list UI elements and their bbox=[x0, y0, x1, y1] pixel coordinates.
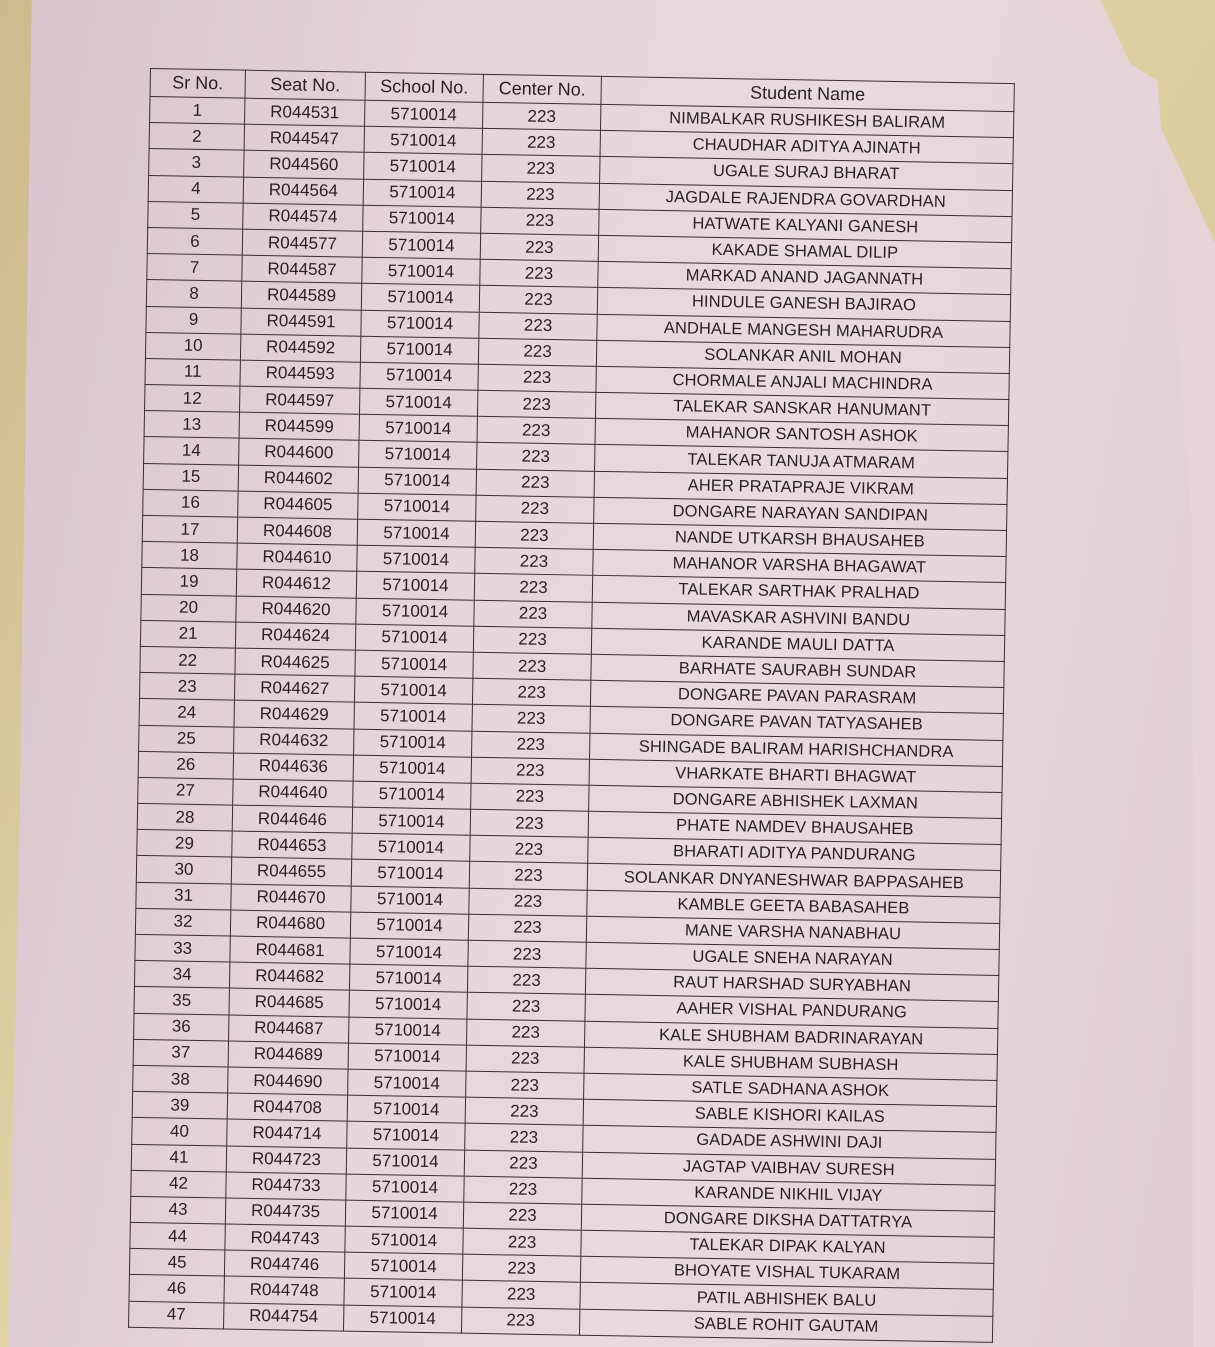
cell-center-no: 223 bbox=[470, 809, 588, 837]
header-sr-no: Sr No. bbox=[150, 69, 245, 99]
cell-sr-no: 9 bbox=[146, 306, 241, 334]
cell-sr-no: 3 bbox=[149, 149, 244, 177]
cell-sr-no: 22 bbox=[140, 646, 235, 674]
cell-student-name: SABLE KISHORI KAILAS bbox=[583, 1099, 996, 1132]
cell-student-name: BHOYATE VISHAL TUKARAM bbox=[580, 1256, 993, 1289]
cell-center-no: 223 bbox=[472, 705, 590, 733]
cell-center-no: 223 bbox=[466, 1071, 584, 1099]
cell-seat-no: R044743 bbox=[225, 1224, 345, 1252]
cell-student-name: SABLE ROHIT GAUTAM bbox=[579, 1309, 992, 1342]
cell-school-no: 5710014 bbox=[361, 284, 479, 312]
cell-student-name: BARHATE SAURABH SUNDAR bbox=[591, 654, 1004, 687]
cell-center-no: 223 bbox=[481, 181, 599, 209]
cell-seat-no: R044599 bbox=[239, 412, 359, 440]
cell-school-no: 5710014 bbox=[364, 153, 482, 181]
cell-school-no: 5710014 bbox=[345, 1226, 463, 1254]
header-seat-no: Seat No. bbox=[245, 70, 365, 100]
cell-student-name: KARANDE MAULI DATTA bbox=[591, 628, 1004, 661]
cell-school-no: 5710014 bbox=[359, 414, 477, 442]
header-student-name: Student Name bbox=[601, 76, 1014, 111]
cell-sr-no: 23 bbox=[139, 673, 234, 701]
cell-seat-no: R044605 bbox=[238, 491, 358, 519]
cell-center-no: 223 bbox=[468, 940, 586, 968]
cell-student-name: MAVASKAR ASHVINI BANDU bbox=[592, 602, 1005, 635]
cell-center-no: 223 bbox=[473, 626, 591, 654]
cell-student-name: SATLE SADHANA ASHOK bbox=[584, 1073, 997, 1106]
cell-sr-no: 40 bbox=[132, 1118, 227, 1146]
cell-center-no: 223 bbox=[481, 207, 599, 235]
cell-sr-no: 32 bbox=[135, 908, 230, 936]
cell-student-name: NANDE UTKARSH BHAUSAHEB bbox=[593, 523, 1006, 556]
cell-center-no: 223 bbox=[477, 443, 595, 471]
cell-student-name: PATIL ABHISHEK BALU bbox=[580, 1283, 993, 1316]
student-list-table bbox=[128, 68, 1015, 1343]
cell-center-no: 223 bbox=[477, 417, 595, 445]
cell-school-no: 5710014 bbox=[349, 964, 467, 992]
cell-sr-no: 20 bbox=[141, 594, 236, 622]
cell-seat-no: R044612 bbox=[236, 569, 356, 597]
cell-center-no: 223 bbox=[482, 128, 600, 156]
cell-student-name: TALEKAR SARTHAK PRALHAD bbox=[592, 576, 1005, 609]
cell-seat-no: R044655 bbox=[231, 857, 351, 885]
cell-sr-no: 24 bbox=[139, 699, 234, 727]
cell-student-name: SHINGADE BALIRAM HARISHCHANDRA bbox=[590, 733, 1003, 766]
cell-center-no: 223 bbox=[474, 574, 592, 602]
cell-center-no: 223 bbox=[472, 678, 590, 706]
cell-student-name: SOLANKAR ANIL MOHAN bbox=[596, 340, 1009, 373]
cell-seat-no: R044640 bbox=[233, 779, 353, 807]
cell-center-no: 223 bbox=[469, 862, 587, 890]
cell-seat-no: R044748 bbox=[224, 1276, 344, 1304]
cell-center-no: 223 bbox=[463, 1202, 581, 1230]
header-center-no: Center No. bbox=[483, 74, 601, 104]
cell-center-no: 223 bbox=[465, 1097, 583, 1125]
cell-sr-no: 31 bbox=[136, 882, 231, 910]
cell-seat-no: R044733 bbox=[226, 1172, 346, 1200]
cell-school-no: 5710014 bbox=[354, 676, 472, 704]
cell-seat-no: R044670 bbox=[231, 884, 351, 912]
cell-student-name: DONGARE PAVAN PARASRAM bbox=[590, 680, 1003, 713]
cell-student-name: AAHER VISHAL PANDURANG bbox=[585, 995, 998, 1028]
cell-student-name: KALE SHUBHAM BADRINARAYAN bbox=[584, 1021, 997, 1054]
cell-school-no: 5710014 bbox=[344, 1279, 462, 1307]
cell-school-no: 5710014 bbox=[346, 1148, 464, 1176]
cell-student-name: MAHANOR SANTOSH ASHOK bbox=[595, 419, 1008, 452]
cell-school-no: 5710014 bbox=[365, 100, 483, 128]
cell-student-name: CHAUDHAR ADITYA AJINATH bbox=[600, 131, 1013, 164]
cell-seat-no: R044708 bbox=[227, 1093, 347, 1121]
cell-seat-no: R044714 bbox=[227, 1119, 347, 1147]
cell-student-name: DONGARE DIKSHA DATTATRYA bbox=[581, 1204, 994, 1237]
cell-school-no: 5710014 bbox=[354, 729, 472, 757]
cell-seat-no: R044632 bbox=[234, 727, 354, 755]
cell-center-no: 223 bbox=[479, 312, 597, 340]
cell-student-name: HATWATE KALYANI GANESH bbox=[599, 209, 1012, 242]
cell-seat-no: R044680 bbox=[230, 910, 350, 938]
cell-student-name: SOLANKAR DNYANESHWAR BAPPASAHEB bbox=[587, 864, 1000, 897]
cell-sr-no: 39 bbox=[132, 1091, 227, 1119]
cell-seat-no: R044591 bbox=[241, 308, 361, 336]
cell-sr-no: 37 bbox=[133, 1039, 228, 1067]
header-school-no: School No. bbox=[365, 72, 483, 102]
cell-seat-no: R044735 bbox=[225, 1198, 345, 1226]
cell-sr-no: 36 bbox=[134, 1013, 229, 1041]
cell-sr-no: 21 bbox=[140, 620, 235, 648]
cell-student-name: DONGARE PAVAN TATYASAHEB bbox=[590, 707, 1003, 740]
cell-student-name: KALE SHUBHAM SUBHASH bbox=[584, 1047, 997, 1080]
cell-center-no: 223 bbox=[477, 390, 595, 418]
cell-sr-no: 43 bbox=[130, 1196, 225, 1224]
cell-student-name: TALEKAR DIPAK KALYAN bbox=[581, 1230, 994, 1263]
cell-seat-no: R044682 bbox=[229, 962, 349, 990]
cell-center-no: 223 bbox=[476, 495, 594, 523]
cell-seat-no: R044547 bbox=[244, 124, 364, 152]
cell-school-no: 5710014 bbox=[358, 493, 476, 521]
cell-center-no: 223 bbox=[466, 1019, 584, 1047]
cell-center-no: 223 bbox=[474, 600, 592, 628]
cell-center-no: 223 bbox=[464, 1150, 582, 1178]
cell-sr-no: 28 bbox=[137, 803, 232, 831]
cell-school-no: 5710014 bbox=[347, 1095, 465, 1123]
cell-student-name: KARANDE NIKHIL VIJAY bbox=[582, 1178, 995, 1211]
cell-sr-no: 12 bbox=[145, 385, 240, 413]
cell-school-no: 5710014 bbox=[345, 1200, 463, 1228]
cell-school-no: 5710014 bbox=[358, 467, 476, 495]
cell-center-no: 223 bbox=[467, 993, 585, 1021]
cell-school-no: 5710014 bbox=[361, 310, 479, 338]
cell-student-name: VHARKATE BHARTI BHAGWAT bbox=[589, 759, 1002, 792]
student-list-table-container bbox=[128, 68, 1014, 1343]
cell-center-no: 223 bbox=[461, 1307, 579, 1335]
cell-school-no: 5710014 bbox=[350, 938, 468, 966]
cell-school-no: 5710014 bbox=[351, 860, 469, 888]
cell-school-no: 5710014 bbox=[359, 441, 477, 469]
cell-student-name: MANE VARSHA NANABHAU bbox=[586, 916, 999, 949]
cell-center-no: 223 bbox=[482, 155, 600, 183]
cell-student-name: AHER PRATAPRAJE VIKRAM bbox=[594, 471, 1007, 504]
cell-school-no: 5710014 bbox=[348, 1069, 466, 1097]
cell-school-no: 5710014 bbox=[355, 624, 473, 652]
cell-sr-no: 46 bbox=[129, 1275, 224, 1303]
cell-sr-no: 27 bbox=[138, 777, 233, 805]
cell-sr-no: 38 bbox=[133, 1065, 228, 1093]
table-body bbox=[129, 97, 1014, 1343]
cell-seat-no: R044689 bbox=[228, 1041, 348, 1069]
cell-seat-no: R044646 bbox=[232, 805, 352, 833]
cell-student-name: JAGTAP VAIBHAV SURESH bbox=[582, 1152, 995, 1185]
cell-center-no: 223 bbox=[464, 1176, 582, 1204]
cell-sr-no: 25 bbox=[139, 725, 234, 753]
cell-seat-no: R044597 bbox=[240, 386, 360, 414]
cell-sr-no: 17 bbox=[142, 515, 237, 543]
cell-center-no: 223 bbox=[482, 102, 600, 130]
cell-school-no: 5710014 bbox=[357, 519, 475, 547]
cell-seat-no: R044746 bbox=[224, 1250, 344, 1278]
cell-student-name: HINDULE GANESH BAJIRAO bbox=[597, 288, 1010, 321]
cell-school-no: 5710014 bbox=[364, 126, 482, 154]
cell-school-no: 5710014 bbox=[352, 833, 470, 861]
cell-seat-no: R044610 bbox=[237, 543, 357, 571]
cell-school-no: 5710014 bbox=[352, 807, 470, 835]
cell-seat-no: R044620 bbox=[236, 596, 356, 624]
cell-seat-no: R044685 bbox=[229, 988, 349, 1016]
cell-seat-no: R044681 bbox=[230, 936, 350, 964]
cell-center-no: 223 bbox=[462, 1281, 580, 1309]
cell-sr-no: 2 bbox=[149, 123, 244, 151]
cell-student-name: BHARATI ADITYA PANDURANG bbox=[588, 838, 1001, 871]
cell-center-no: 223 bbox=[462, 1254, 580, 1282]
cell-student-name: TALEKAR SANSKAR HANUMANT bbox=[595, 392, 1008, 425]
cell-seat-no: R044564 bbox=[243, 177, 363, 205]
cell-center-no: 223 bbox=[475, 521, 593, 549]
cell-seat-no: R044687 bbox=[229, 1015, 349, 1043]
cell-school-no: 5710014 bbox=[357, 545, 475, 573]
cell-seat-no: R044560 bbox=[244, 151, 364, 179]
cell-center-no: 223 bbox=[468, 914, 586, 942]
cell-seat-no: R044602 bbox=[238, 465, 358, 493]
cell-sr-no: 45 bbox=[129, 1249, 224, 1277]
cell-school-no: 5710014 bbox=[360, 336, 478, 364]
cell-center-no: 223 bbox=[466, 1045, 584, 1073]
cell-student-name: CHORMALE ANJALI MACHINDRA bbox=[596, 366, 1009, 399]
cell-center-no: 223 bbox=[480, 259, 598, 287]
cell-sr-no: 35 bbox=[134, 987, 229, 1015]
cell-student-name: DONGARE NARAYAN SANDIPAN bbox=[594, 497, 1007, 530]
cell-center-no: 223 bbox=[463, 1228, 581, 1256]
cell-sr-no: 16 bbox=[143, 489, 238, 517]
cell-school-no: 5710014 bbox=[356, 572, 474, 600]
cell-student-name: DONGARE ABHISHEK LAXMAN bbox=[589, 785, 1002, 818]
cell-center-no: 223 bbox=[473, 652, 591, 680]
cell-school-no: 5710014 bbox=[350, 912, 468, 940]
cell-school-no: 5710014 bbox=[344, 1252, 462, 1280]
cell-student-name: PHATE NAMDEV BHAUSAHEB bbox=[588, 811, 1001, 844]
cell-school-no: 5710014 bbox=[349, 990, 467, 1018]
cell-student-name: GADADE ASHWINI DAJI bbox=[583, 1126, 996, 1159]
cell-sr-no: 33 bbox=[135, 934, 230, 962]
cell-student-name: UGALE SNEHA NARAYAN bbox=[586, 942, 999, 975]
cell-seat-no: R044723 bbox=[226, 1146, 346, 1174]
cell-center-no: 223 bbox=[475, 547, 593, 575]
cell-school-no: 5710014 bbox=[348, 1043, 466, 1071]
cell-seat-no: R044593 bbox=[240, 360, 360, 388]
cell-student-name: JAGDALE RAJENDRA GOVARDHAN bbox=[599, 183, 1012, 216]
cell-school-no: 5710014 bbox=[349, 1017, 467, 1045]
cell-school-no: 5710014 bbox=[346, 1174, 464, 1202]
cell-school-no: 5710014 bbox=[362, 257, 480, 285]
cell-sr-no: 44 bbox=[130, 1222, 225, 1250]
cell-student-name: MAHANOR VARSHA BHAGAWAT bbox=[593, 549, 1006, 582]
cell-school-no: 5710014 bbox=[355, 650, 473, 678]
cell-seat-no: R044531 bbox=[245, 98, 365, 126]
cell-seat-no: R044653 bbox=[232, 831, 352, 859]
cell-seat-no: R044636 bbox=[233, 753, 353, 781]
cell-seat-no: R044627 bbox=[234, 674, 354, 702]
cell-seat-no: R044624 bbox=[235, 622, 355, 650]
cell-sr-no: 11 bbox=[145, 358, 240, 386]
cell-sr-no: 18 bbox=[142, 542, 237, 570]
cell-sr-no: 47 bbox=[129, 1301, 224, 1329]
cell-school-no: 5710014 bbox=[343, 1305, 461, 1333]
cell-sr-no: 1 bbox=[150, 97, 245, 125]
cell-sr-no: 15 bbox=[143, 463, 238, 491]
cell-seat-no: R044625 bbox=[235, 648, 355, 676]
cell-student-name: RAUT HARSHAD SURYABHAN bbox=[585, 968, 998, 1001]
cell-student-name: UGALE SURAJ BHARAT bbox=[600, 157, 1013, 190]
cell-center-no: 223 bbox=[465, 1123, 583, 1151]
cell-school-no: 5710014 bbox=[362, 231, 480, 259]
cell-center-no: 223 bbox=[472, 731, 590, 759]
cell-seat-no: R044587 bbox=[242, 255, 362, 283]
cell-student-name: KAMBLE GEETA BABASAHEB bbox=[587, 890, 1000, 923]
cell-school-no: 5710014 bbox=[353, 781, 471, 809]
cell-sr-no: 10 bbox=[145, 332, 240, 360]
cell-center-no: 223 bbox=[478, 338, 596, 366]
cell-sr-no: 19 bbox=[141, 568, 236, 596]
cell-student-name: NIMBALKAR RUSHIKESH BALIRAM bbox=[600, 104, 1013, 137]
cell-seat-no: R044600 bbox=[239, 439, 359, 467]
cell-school-no: 5710014 bbox=[354, 702, 472, 730]
cell-seat-no: R044690 bbox=[228, 1067, 348, 1095]
cell-school-no: 5710014 bbox=[359, 388, 477, 416]
cell-seat-no: R044592 bbox=[240, 334, 360, 362]
cell-seat-no: R044754 bbox=[224, 1303, 344, 1331]
cell-school-no: 5710014 bbox=[353, 755, 471, 783]
cell-center-no: 223 bbox=[476, 469, 594, 497]
cell-center-no: 223 bbox=[478, 364, 596, 392]
cell-student-name: ANDHALE MANGESH MAHARUDRA bbox=[597, 314, 1010, 347]
cell-school-no: 5710014 bbox=[351, 886, 469, 914]
cell-sr-no: 6 bbox=[147, 227, 242, 255]
cell-seat-no: R044608 bbox=[237, 517, 357, 545]
cell-sr-no: 26 bbox=[138, 751, 233, 779]
cell-seat-no: R044577 bbox=[242, 229, 362, 257]
cell-student-name: MARKAD ANAND JAGANNATH bbox=[598, 261, 1011, 294]
cell-sr-no: 42 bbox=[131, 1170, 226, 1198]
cell-center-no: 223 bbox=[471, 783, 589, 811]
cell-school-no: 5710014 bbox=[363, 205, 481, 233]
cell-center-no: 223 bbox=[479, 286, 597, 314]
cell-seat-no: R044574 bbox=[243, 203, 363, 231]
cell-sr-no: 41 bbox=[131, 1144, 226, 1172]
cell-sr-no: 13 bbox=[144, 411, 239, 439]
cell-school-no: 5710014 bbox=[360, 362, 478, 390]
cell-sr-no: 8 bbox=[146, 280, 241, 308]
cell-student-name: TALEKAR TANUJA ATMARAM bbox=[595, 445, 1008, 478]
cell-sr-no: 29 bbox=[137, 830, 232, 858]
cell-seat-no: R044589 bbox=[241, 281, 361, 309]
cell-center-no: 223 bbox=[471, 757, 589, 785]
cell-school-no: 5710014 bbox=[356, 598, 474, 626]
cell-sr-no: 5 bbox=[148, 201, 243, 229]
cell-center-no: 223 bbox=[469, 888, 587, 916]
cell-school-no: 5710014 bbox=[363, 179, 481, 207]
cell-sr-no: 30 bbox=[136, 856, 231, 884]
cell-center-no: 223 bbox=[470, 835, 588, 863]
cell-sr-no: 4 bbox=[148, 175, 243, 203]
cell-sr-no: 34 bbox=[134, 961, 229, 989]
cell-sr-no: 7 bbox=[147, 254, 242, 282]
cell-center-no: 223 bbox=[480, 233, 598, 261]
cell-seat-no: R044629 bbox=[234, 700, 354, 728]
cell-student-name: KAKADE SHAMAL DILIP bbox=[598, 235, 1011, 268]
cell-school-no: 5710014 bbox=[347, 1121, 465, 1149]
cell-center-no: 223 bbox=[467, 966, 585, 994]
cell-sr-no: 14 bbox=[144, 437, 239, 465]
